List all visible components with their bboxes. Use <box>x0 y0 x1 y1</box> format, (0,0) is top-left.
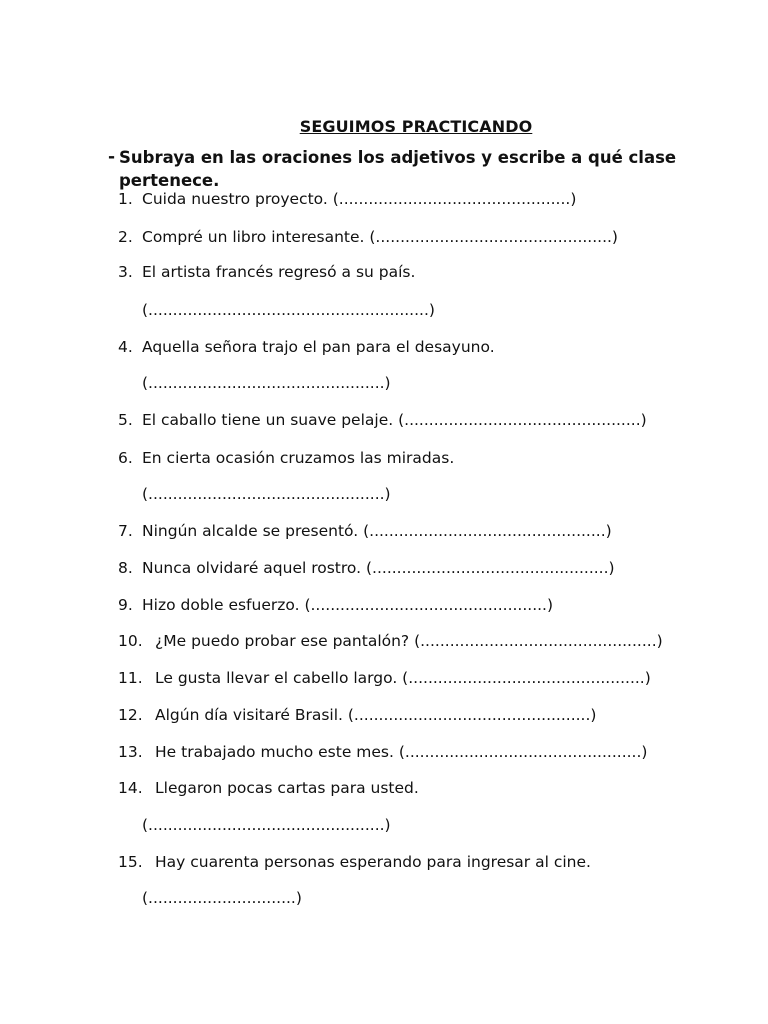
item-number: 1. <box>118 190 133 208</box>
item-number: 3. <box>118 263 133 281</box>
item-sentence: He trabajado mucho este mes. (................................................) <box>155 743 648 761</box>
answer-blank: (..............................) <box>142 889 302 907</box>
answer-blank: (................................................) <box>142 485 391 503</box>
item-sentence: Hizo doble esfuerzo. (................................................) <box>142 596 554 614</box>
item-sentence: Le gusta llevar el cabello largo. (................................................) <box>155 669 651 687</box>
page-title: SEGUIMOS PRACTICANDO <box>299 117 533 136</box>
item-number: 4. <box>118 338 133 356</box>
item-number: 7. <box>118 522 133 540</box>
item-number: 6. <box>118 449 133 467</box>
item-sentence: Llegaron pocas cartas para usted. <box>155 779 419 797</box>
item-number: 8. <box>118 559 133 577</box>
item-number: 10. <box>118 632 143 650</box>
instruction-bullet: - <box>108 147 116 167</box>
item-sentence: Nunca olvidaré aquel rostro. (................................................) <box>142 559 615 577</box>
item-sentence: Cuida nuestro proyecto. (...............................................) <box>142 190 577 208</box>
item-number: 13. <box>118 743 143 761</box>
item-sentence: El caballo tiene un suave pelaje. (................................................) <box>142 411 647 429</box>
answer-blank: (.........................................................) <box>142 301 435 319</box>
item-sentence: El artista francés regresó a su país. <box>142 263 416 281</box>
answer-blank: (................................................) <box>142 374 391 392</box>
item-sentence: En cierta ocasión cruzamos las miradas. <box>142 449 455 467</box>
item-sentence: Hay cuarenta personas esperando para ingresar al cine. <box>155 853 591 871</box>
answer-blank: (................................................) <box>142 816 391 834</box>
item-number: 2. <box>118 228 133 246</box>
item-number: 9. <box>118 596 133 614</box>
item-sentence: ¿Me puedo probar ese pantalón? (................................................) <box>155 632 663 650</box>
item-sentence: Ningún alcalde se presentó. (................................................) <box>142 522 612 540</box>
instruction-text: Subraya en las oraciones los adjetivos y escribe a qué clase pertenece. <box>119 148 677 190</box>
item-number: 15. <box>118 853 143 871</box>
item-sentence: Algún día visitaré Brasil. (................................................) <box>155 706 597 724</box>
item-number: 12. <box>118 706 143 724</box>
item-number: 5. <box>118 411 133 429</box>
item-number: 11. <box>118 669 143 687</box>
item-sentence: Aquella señora trajo el pan para el desayuno. <box>142 338 495 356</box>
item-sentence: Compré un libro interesante. (................................................) <box>142 228 618 246</box>
item-number: 14. <box>118 779 143 797</box>
